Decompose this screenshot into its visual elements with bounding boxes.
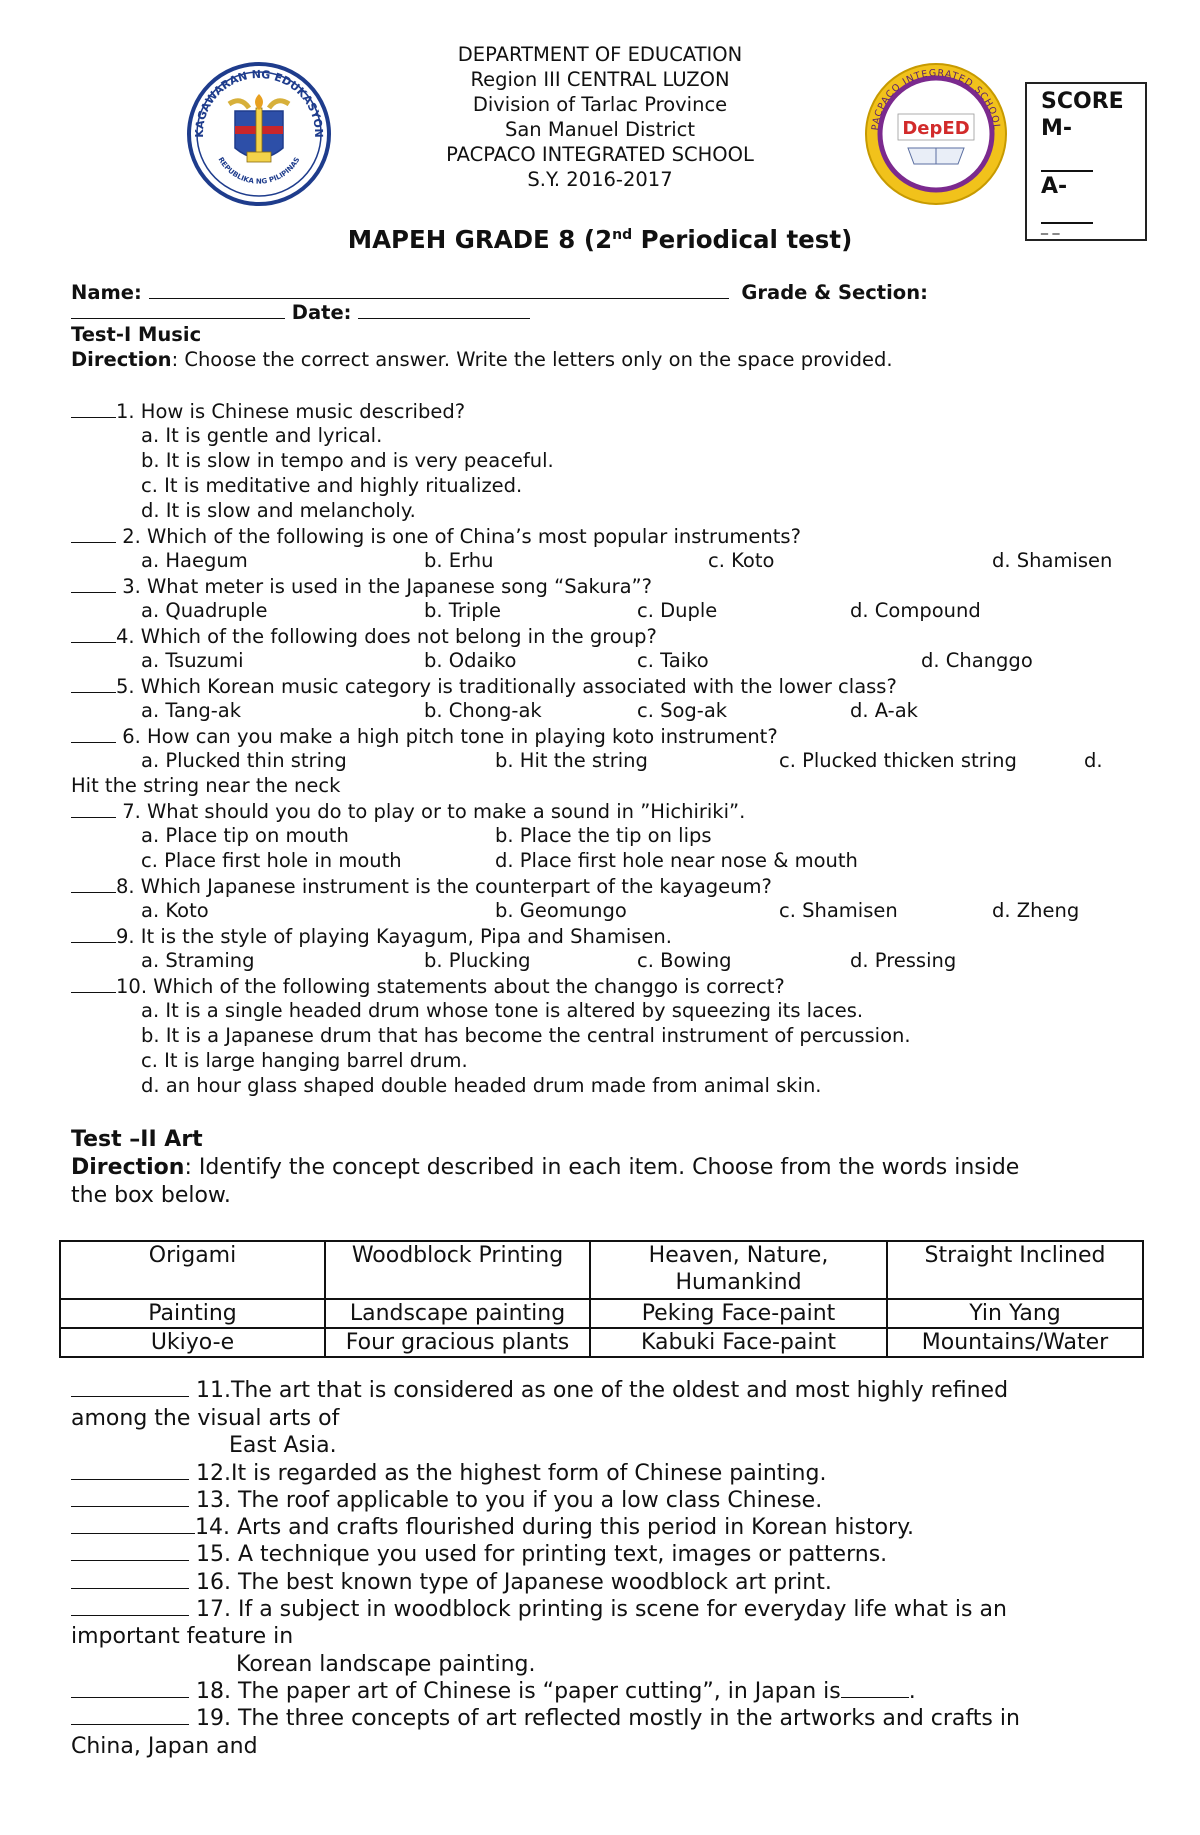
- school-name: PACPACO INTEGRATED SCHOOL: [446, 143, 754, 166]
- answer-blank-16[interactable]: [71, 1570, 189, 1589]
- answer-blank-3[interactable]: [71, 574, 116, 593]
- question-11-cont: among the visual arts of: [71, 1406, 340, 1431]
- question-15: [71, 1541, 887, 1568]
- question-18-end: .: [908, 1679, 916, 1704]
- q3-option-b: b. Triple: [424, 599, 502, 622]
- date-field[interactable]: [358, 300, 530, 319]
- question-7-text: 7. What should you do to play or to make a sound in ”Hichiriki”.: [116, 800, 746, 823]
- q7-option-a: a. Place tip on mouth: [141, 824, 349, 847]
- q3-option-c: c. Duple: [637, 599, 718, 622]
- question-3-text: 3. What meter is used in the Japanese song “Sakura”?: [116, 575, 652, 598]
- answer-blank-1[interactable]: [71, 399, 116, 418]
- grade-section-label: Grade & Section:: [741, 281, 928, 304]
- word-box-cell: Landscape painting: [325, 1299, 590, 1328]
- question-13: [71, 1487, 822, 1514]
- question-1: [71, 399, 465, 424]
- word-box-cell: Four gracious plants: [325, 1328, 590, 1357]
- q6-option-a: a. Plucked thin string: [141, 749, 347, 772]
- question-12: [71, 1460, 826, 1487]
- question-6: [71, 724, 778, 749]
- word-box-row: [60, 1328, 1143, 1357]
- q2-option-d: d. Shamisen: [992, 549, 1113, 572]
- question-2: [71, 524, 801, 549]
- q8-option-d: d. Zheng: [992, 899, 1080, 922]
- word-box-cell: Woodblock Printing: [325, 1241, 590, 1299]
- name-label: Name:: [71, 281, 149, 304]
- question-19-text: 19. The three concepts of art reflected mostly in the artworks and crafts in: [189, 1706, 1020, 1731]
- question-17-cont: important feature in: [71, 1624, 294, 1649]
- exam-title: [0, 220, 1200, 255]
- deped-wordmark: DepED: [902, 118, 970, 139]
- q9-option-a: a. Straming: [141, 949, 255, 972]
- answer-blank-6[interactable]: [71, 724, 116, 743]
- word-box-cell: Painting: [60, 1299, 325, 1328]
- q5-option-c: c. Sog-ak: [637, 699, 728, 722]
- school-logo-ring-text: PACPACO INTEGRATED SCHOOL: [870, 67, 1002, 131]
- q1-option-d: d. It is slow and melancholy.: [141, 499, 416, 522]
- question-17-text: 17. If a subject in woodblock printing is scene for everyday life what is an: [189, 1597, 1007, 1622]
- question-17: [71, 1596, 1007, 1623]
- question-10: [71, 974, 785, 999]
- test1-direction: [71, 348, 893, 372]
- q1-option-a: a. It is gentle and lyrical.: [141, 424, 383, 447]
- question-7: [71, 799, 745, 824]
- question-17-cont-2: Korean landscape painting.: [236, 1652, 536, 1677]
- score-m-blank: [1041, 170, 1093, 172]
- q6-option-b: b. Hit the string: [495, 749, 648, 772]
- deped-seal-logo: [185, 56, 333, 206]
- question-19-cont: China, Japan and: [71, 1734, 258, 1759]
- answer-blank-8[interactable]: [71, 874, 116, 893]
- word-box-cell-line-1: Heaven, Nature,: [648, 1243, 829, 1268]
- test2-heading: Test –II Art: [71, 1127, 203, 1152]
- answer-blank-18[interactable]: [71, 1679, 189, 1698]
- question-12-text: 12.It is regarded as the highest form of Chinese painting.: [189, 1461, 827, 1486]
- school-year: S.Y. 2016-2017: [527, 168, 673, 191]
- question-19: [71, 1705, 1020, 1732]
- word-box-cell: Yin Yang: [887, 1299, 1143, 1328]
- q2-option-a: a. Haegum: [141, 549, 248, 572]
- q9-option-b: b. Plucking: [424, 949, 531, 972]
- word-box-cell: [590, 1241, 887, 1299]
- test2-direction-cont: the box below.: [71, 1183, 231, 1208]
- question-15-text: 15. A technique you used for printing text, images or patterns.: [189, 1542, 888, 1567]
- q6-option-c: c. Plucked thicken string: [779, 749, 1017, 772]
- q10-option-d: d. an hour glass shaped double headed drum made from animal skin.: [141, 1074, 822, 1097]
- answer-blank-2[interactable]: [71, 524, 116, 543]
- q4-option-c: c. Taiko: [637, 649, 709, 672]
- word-box-table: [59, 1240, 1144, 1358]
- test1-direction-text: : Choose the correct answer. Write the letters only on the space provided.: [171, 348, 893, 371]
- question-8-text: 8. Which Japanese instrument is the counterpart of the kayageum?: [116, 875, 772, 898]
- word-box-row: [60, 1299, 1143, 1328]
- title-tail: Periodical test): [632, 225, 853, 255]
- q7-option-b: b. Place the tip on lips: [495, 824, 712, 847]
- score-box: [1025, 82, 1147, 241]
- q7-option-d: d. Place first hole near nose & mouth: [495, 849, 858, 872]
- header-line-1: DEPARTMENT OF EDUCATION: [457, 43, 743, 66]
- question-2-text: 2. Which of the following is one of China’s most popular instruments?: [116, 525, 801, 548]
- question-6-text: 6. How can you make a high pitch tone in playing koto instrument?: [116, 725, 778, 748]
- answer-blank-15[interactable]: [71, 1542, 189, 1561]
- test2-direction: [71, 1154, 1019, 1181]
- q6-option-d-text: Hit the string near the neck: [71, 774, 341, 797]
- answer-blank-4[interactable]: [71, 624, 116, 643]
- q10-option-a: a. It is a single headed drum whose tone is altered by squeezing its laces.: [141, 999, 864, 1022]
- question-11: [71, 1377, 1008, 1404]
- answer-blank-9[interactable]: [71, 924, 116, 943]
- q3-option-d: d. Compound: [850, 599, 981, 622]
- test1-direction-label: Direction: [71, 348, 172, 371]
- q4-option-b: b. Odaiko: [424, 649, 517, 672]
- q2-option-b: b. Erhu: [424, 549, 494, 572]
- question-9: [71, 924, 672, 949]
- date-label: Date:: [285, 301, 359, 324]
- word-box-cell: Kabuki Face-paint: [590, 1328, 887, 1357]
- score-a-label: A-: [1041, 174, 1068, 199]
- score-m-label: M-: [1041, 116, 1073, 141]
- q1-option-c: c. It is meditative and highly ritualized.: [141, 474, 523, 497]
- q5-option-d: d. A-ak: [850, 699, 918, 722]
- question-16-text: 16. The best known type of Japanese woodblock art print.: [189, 1570, 832, 1595]
- answer-blank-18-inline[interactable]: [841, 1679, 909, 1698]
- question-11-cont-2: East Asia.: [229, 1433, 337, 1458]
- test2-direction-label: Direction: [71, 1155, 185, 1180]
- question-5: [71, 674, 897, 699]
- name-field[interactable]: [149, 280, 729, 299]
- q4-option-a: a. Tsuzumi: [141, 649, 244, 672]
- header-line-3: Division of Tarlac Province: [472, 93, 728, 116]
- q10-option-b: b. It is a Japanese drum that has become the central instrument of percussion.: [141, 1024, 911, 1047]
- question-5-text: 5. Which Korean music category is traditionally associated with the lower class?: [116, 675, 897, 698]
- word-box-cell: Ukiyo-e: [60, 1328, 325, 1357]
- answer-blank-13[interactable]: [71, 1488, 189, 1507]
- question-1-text: 1. How is Chinese music described?: [116, 400, 466, 423]
- q8-option-c: c. Shamisen: [779, 899, 898, 922]
- answer-blank-17[interactable]: [71, 1597, 189, 1616]
- test2-direction-text: : Identify the concept described in each item. Choose from the words inside: [184, 1155, 1020, 1180]
- question-10-text: 10. Which of the following statements about the changgo is correct?: [116, 975, 785, 998]
- question-18-text: 18. The paper art of Chinese is “paper cutting”, in Japan is: [189, 1679, 841, 1704]
- score-dashes: _ _: [1041, 219, 1060, 235]
- answer-blank-14[interactable]: [71, 1515, 195, 1534]
- q7-option-c: c. Place first hole in mouth: [141, 849, 402, 872]
- test1-heading: Test-I Music: [71, 323, 202, 346]
- q1-option-b: b. It is slow in tempo and is very peaceful.: [141, 449, 554, 472]
- score-label: SCORE: [1041, 89, 1124, 114]
- school-logo: [862, 56, 1010, 206]
- q5-option-a: a. Tang-ak: [141, 699, 241, 722]
- q6-option-d: d.: [1084, 749, 1103, 772]
- seal-ring-text: KAGAWARAN NG EDUKASYON: [192, 67, 326, 138]
- word-box-cell: Mountains/Water: [887, 1328, 1143, 1357]
- question-4: [71, 624, 657, 649]
- question-3: [71, 574, 652, 599]
- question-14-text: 14. Arts and crafts flourished during this period in Korean history.: [195, 1515, 914, 1540]
- answer-blank-19[interactable]: [71, 1706, 189, 1725]
- header-line-2: Region III CENTRAL LUZON: [470, 68, 730, 91]
- q10-option-c: c. It is large hanging barrel drum.: [141, 1049, 468, 1072]
- answer-blank-5[interactable]: [71, 674, 116, 693]
- q9-option-d: d. Pressing: [850, 949, 957, 972]
- word-box-cell: Peking Face-paint: [590, 1299, 887, 1328]
- title-sup: nd: [612, 227, 633, 243]
- answer-blank-12[interactable]: [71, 1461, 189, 1480]
- question-11-text: 11.The art that is considered as one of the oldest and most highly refined: [189, 1378, 1009, 1403]
- answer-blank-10[interactable]: [71, 974, 116, 993]
- q8-option-a: a. Koto: [141, 899, 209, 922]
- q4-option-d: d. Changgo: [921, 649, 1033, 672]
- date-row: [71, 300, 530, 325]
- answer-blank-11[interactable]: [71, 1378, 189, 1397]
- question-8: [71, 874, 772, 899]
- word-box-cell: Straight Inclined: [887, 1241, 1143, 1299]
- seal-bottom-text: REPUBLIKA NG PILIPINAS: [216, 155, 302, 186]
- title-main: MAPEH GRADE 8 (2: [347, 225, 613, 255]
- q3-option-a: a. Quadruple: [141, 599, 268, 622]
- q8-option-b: b. Geomungo: [495, 899, 627, 922]
- question-14: [71, 1514, 914, 1541]
- word-box-cell-line-2: Humankind: [675, 1270, 802, 1295]
- word-box-cell: Origami: [60, 1241, 325, 1299]
- grade-section-field[interactable]: [71, 300, 285, 319]
- question-9-text: 9. It is the style of playing Kayagum, Pipa and Shamisen.: [116, 925, 672, 948]
- header-line-4: San Manuel District: [504, 118, 696, 141]
- answer-blank-7[interactable]: [71, 799, 116, 818]
- q5-option-b: b. Chong-ak: [424, 699, 542, 722]
- question-13-text: 13. The roof applicable to you if you a low class Chinese.: [189, 1488, 823, 1513]
- question-16: [71, 1569, 832, 1596]
- q9-option-c: c. Bowing: [637, 949, 732, 972]
- question-4-text: 4. Which of the following does not belong in the group?: [116, 625, 657, 648]
- question-18: [71, 1678, 916, 1705]
- q2-option-c: c. Koto: [708, 549, 775, 572]
- word-box-row: [60, 1241, 1143, 1299]
